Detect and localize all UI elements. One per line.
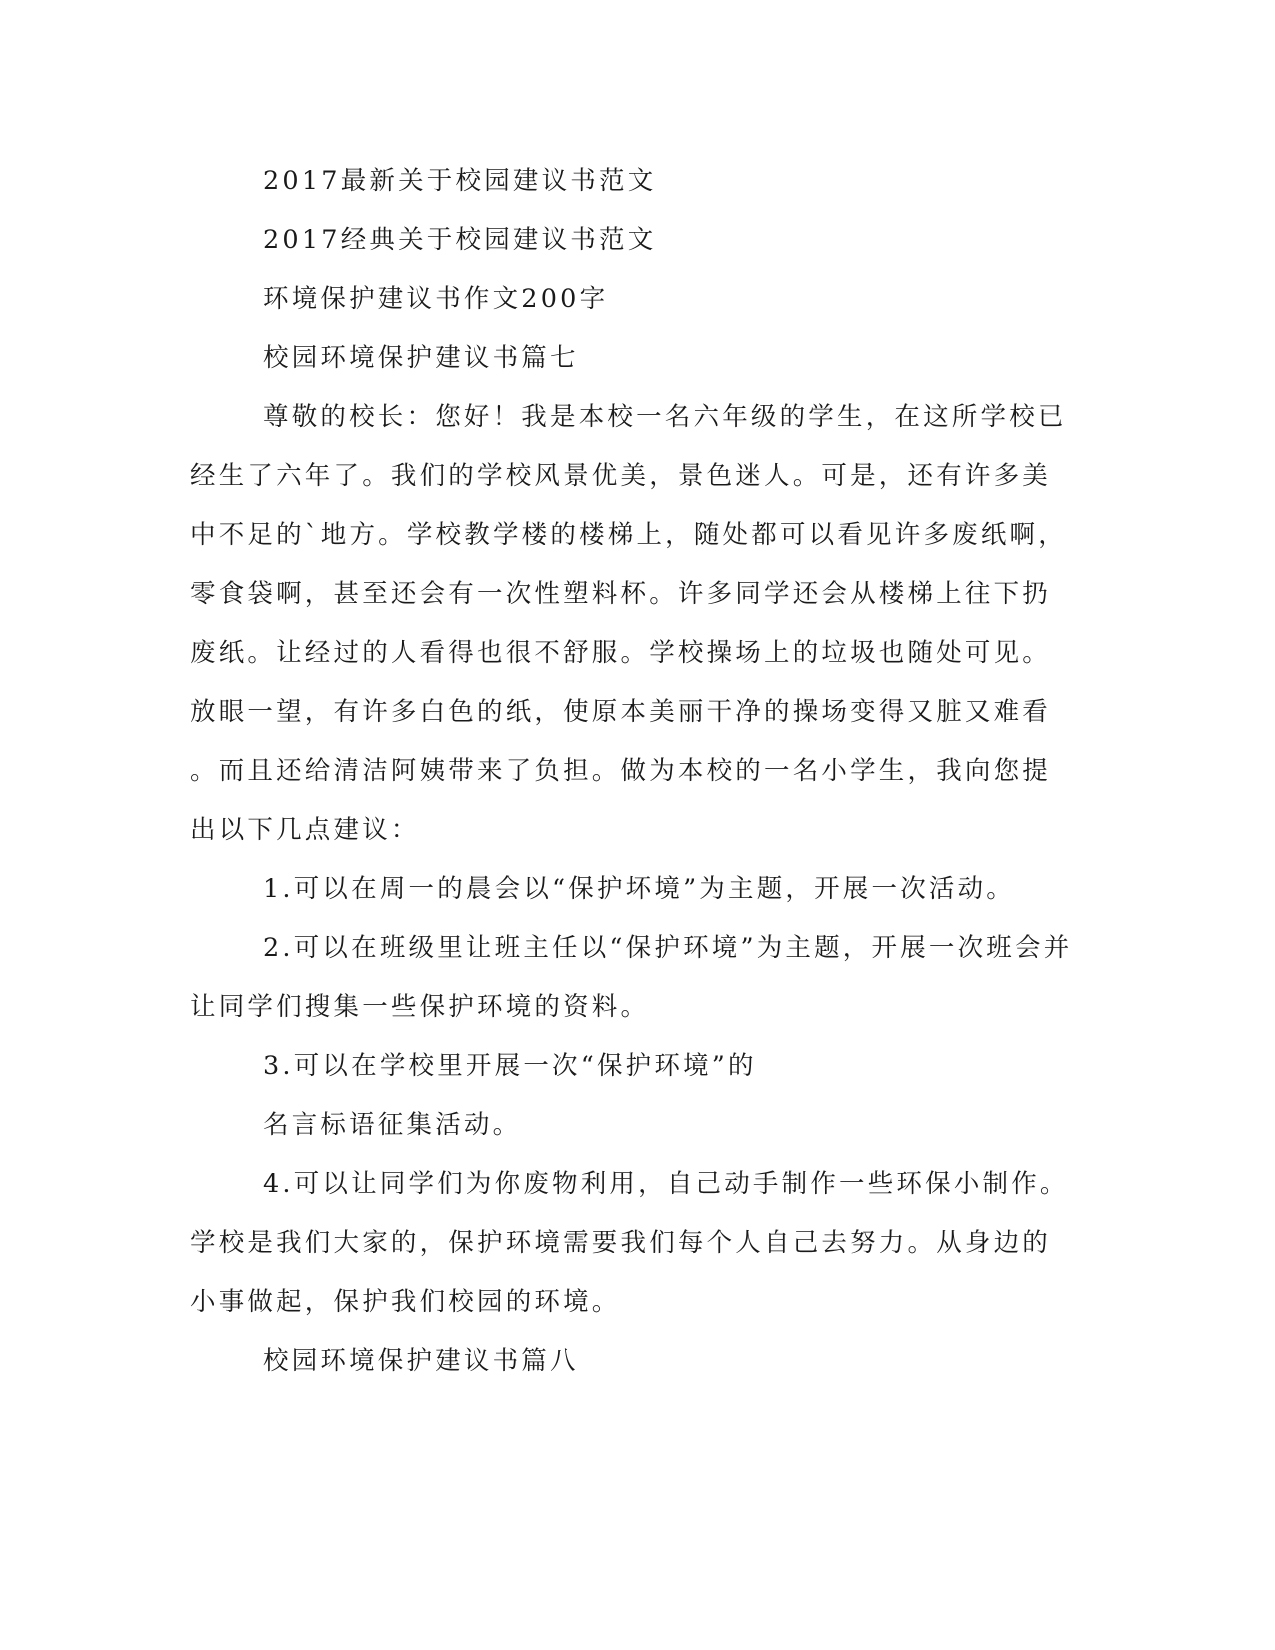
- body-line: 学校是我们大家的，保护环境需要我们每个人自己去努力。从身边的: [190, 1228, 1052, 1258]
- body-line: 尊敬的校长：您好！我是本校一名六年级的学生，在这所学校已: [263, 402, 1067, 432]
- suggestion-3-cont: 名言标语征集活动。: [263, 1110, 522, 1140]
- suggestion-2-cont: 让同学们搜集一些保护环境的资料。: [190, 992, 650, 1022]
- body-line: 零食袋啊，甚至还会有一次性塑料杯。许多同学还会从楼梯上往下扔: [190, 579, 1052, 609]
- body-line: 。而且还给清洁阿姨带来了负担。做为本校的一名小学生，我向您提: [190, 756, 1052, 786]
- heading-line-3: 环境保护建议书作文200字: [263, 284, 609, 314]
- body-line: 小事做起，保护我们校园的环境。: [190, 1287, 621, 1317]
- suggestion-1: 1.可以在周一的晨会以“保护坏境”为主题，开展一次活动。: [263, 874, 1016, 904]
- body-line: 放眼一望，有许多白色的纸，使原本美丽干净的操场变得又脏又难看: [190, 697, 1052, 727]
- body-line: 废纸。让经过的人看得也很不舒服。学校操场上的垃圾也随处可见。: [190, 638, 1052, 668]
- heading-line-1: 2017最新关于校园建议书范文: [263, 166, 657, 196]
- body-line: 经生了六年了。我们的学校风景优美，景色迷人。可是，还有许多美: [190, 461, 1052, 491]
- section-title-8: 校园环境保护建议书篇八: [263, 1346, 579, 1376]
- suggestion-3: 3.可以在学校里开展一次“保护环境”的: [263, 1051, 757, 1081]
- suggestion-2: 2.可以在班级里让班主任以“保护环境”为主题，开展一次班会并: [263, 933, 1073, 963]
- suggestion-4: 4.可以让同学们为你废物利用，自己动手制作一些环保小制作。: [263, 1169, 1069, 1199]
- heading-line-2: 2017经典关于校园建议书范文: [263, 225, 657, 255]
- section-title-7: 校园环境保护建议书篇七: [263, 343, 579, 373]
- body-line: 中不足的`地方。学校教学楼的楼梯上，随处都可以看见许多废纸啊，: [190, 520, 1067, 550]
- body-line: 出以下几点建议：: [190, 815, 420, 845]
